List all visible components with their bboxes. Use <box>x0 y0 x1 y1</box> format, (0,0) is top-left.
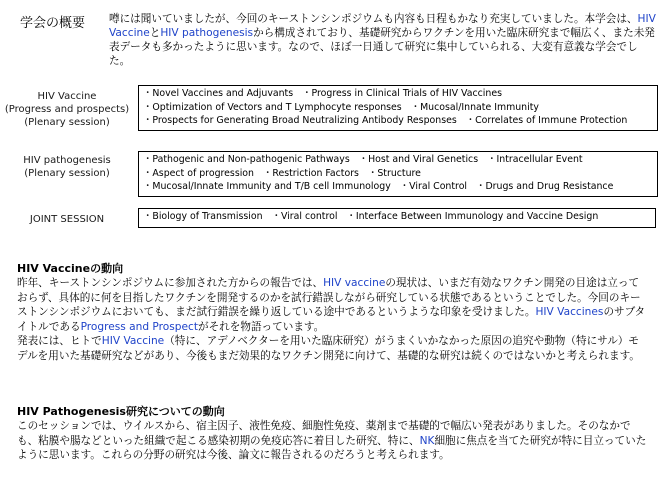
topic-row <box>143 210 651 224</box>
topic-row <box>143 114 653 128</box>
section-title-pathogenesis: HIV Pathogenesis研究についての動向 <box>17 405 225 418</box>
topic-item: ・ Aspect of progression <box>143 168 254 179</box>
session-label-hiv-pathogenesis: HIV pathogenesis (Plenary session) <box>23 155 111 179</box>
topic-item: ・ Viral Control <box>400 181 467 192</box>
overview-text: 噂には聞いていましたが、今回のキーストンシンポジウムも内容も日程もかなり充実していました。本学会は、HIV VaccineとHIV pathogenesisから構成されており、基礎研究からワクチンを用いた臨床研究まで幅広く、また未発表データも多かったように思います。なので、ほぼ一日通して研究に集中していられる、大変有意義な学会でした。 <box>109 13 656 67</box>
topic-item: ・ Mucosal/Innate Immunity and T/B cell Immunology <box>143 181 391 192</box>
topic-item: ・ Progress in Clinical Trials of HIV Vaccines <box>302 88 502 99</box>
topic-item: ・ Viral control <box>272 211 338 222</box>
topic-row <box>143 167 653 181</box>
topic-item: ・ Drugs and Drug Resistance <box>476 181 613 192</box>
topic-row <box>143 180 653 194</box>
topic-item: ・ Interface Between Immunology and Vaccine Design <box>346 211 598 222</box>
section-body-vaccine: 昨年、キーストンシンポジウムに参加された方からの報告では、HIV vaccineの現状は、いまだ有効なワクチン開発の目途は立っておらず、具体的に何を目指したワクチンを開発するのかを試行錯誤しながら研究している状態であるということでした。今回のキーストンシンポジウムにおいても、まだ試行錯誤を繰り返している途中であるというような印象を受けました。HIV VaccinesのサブタイトルであるProgress and Prospectがそれを物語っています。 発表には、ヒトでHIV Vaccine（特に、アデノベクターを用いた臨床研究）がうまくいかなかった原因の追究や動物（特にサル）モデルを用いた基礎研究などがあり、今後もまだ効果的なワクチン開発に向けて、基礎的な研究は続くのではないかと考えられます。 <box>17 277 646 362</box>
session-box-joint <box>138 208 656 228</box>
session-label-joint: JOINT SESSION <box>29 214 105 225</box>
topic-item: ・ Host and Viral Genetics <box>359 154 478 165</box>
section-title-vaccine: HIV Vaccineの動向 <box>17 262 124 275</box>
topic-item: ・ Structure <box>368 168 421 179</box>
session-box-hiv-vaccine <box>138 85 658 131</box>
topic-row <box>143 101 653 115</box>
topic-row <box>143 87 653 101</box>
topic-item: ・ Restriction Factors <box>263 168 359 179</box>
session-box-hiv-pathogenesis <box>138 151 658 197</box>
overview-label: 学会の概要 <box>20 16 86 31</box>
topic-item: ・ Prospects for Generating Broad Neutralizing Antibody Responses <box>143 115 457 126</box>
topic-item: ・ Intracellular Event <box>487 154 583 165</box>
topic-item: ・ Novel Vaccines and Adjuvants <box>143 88 293 99</box>
session-label-hiv-vaccine: HIV Vaccine (Progress and prospects) (Plenary session) <box>4 91 130 128</box>
section-body-pathogenesis: このセッションでは、ウイルスから、宿主因子、液性免疫、細胞性免疫、薬剤まで基礎的で幅広い発表がありました。そのなかでも、粘膜や腸などといった組織で起こる感染初期の免疫応答に着目した研究、特に、NK細胞に焦点を当てた研究が特に目立っていたように思います。これらの分野の研究は今後、論文に報告されるのだろうと考えられます。 <box>17 420 647 462</box>
topic-item: ・ Optimization of Vectors and T Lymphocyte responses <box>143 102 402 113</box>
topic-item: ・ Biology of Transmission <box>143 211 263 222</box>
topic-item: ・ Mucosal/Innate Immunity <box>411 102 539 113</box>
topic-item: ・ Pathogenic and Non-pathogenic Pathways <box>143 154 350 165</box>
topic-item: ・ Correlates of Immune Protection <box>466 115 628 126</box>
topic-row <box>143 153 653 167</box>
